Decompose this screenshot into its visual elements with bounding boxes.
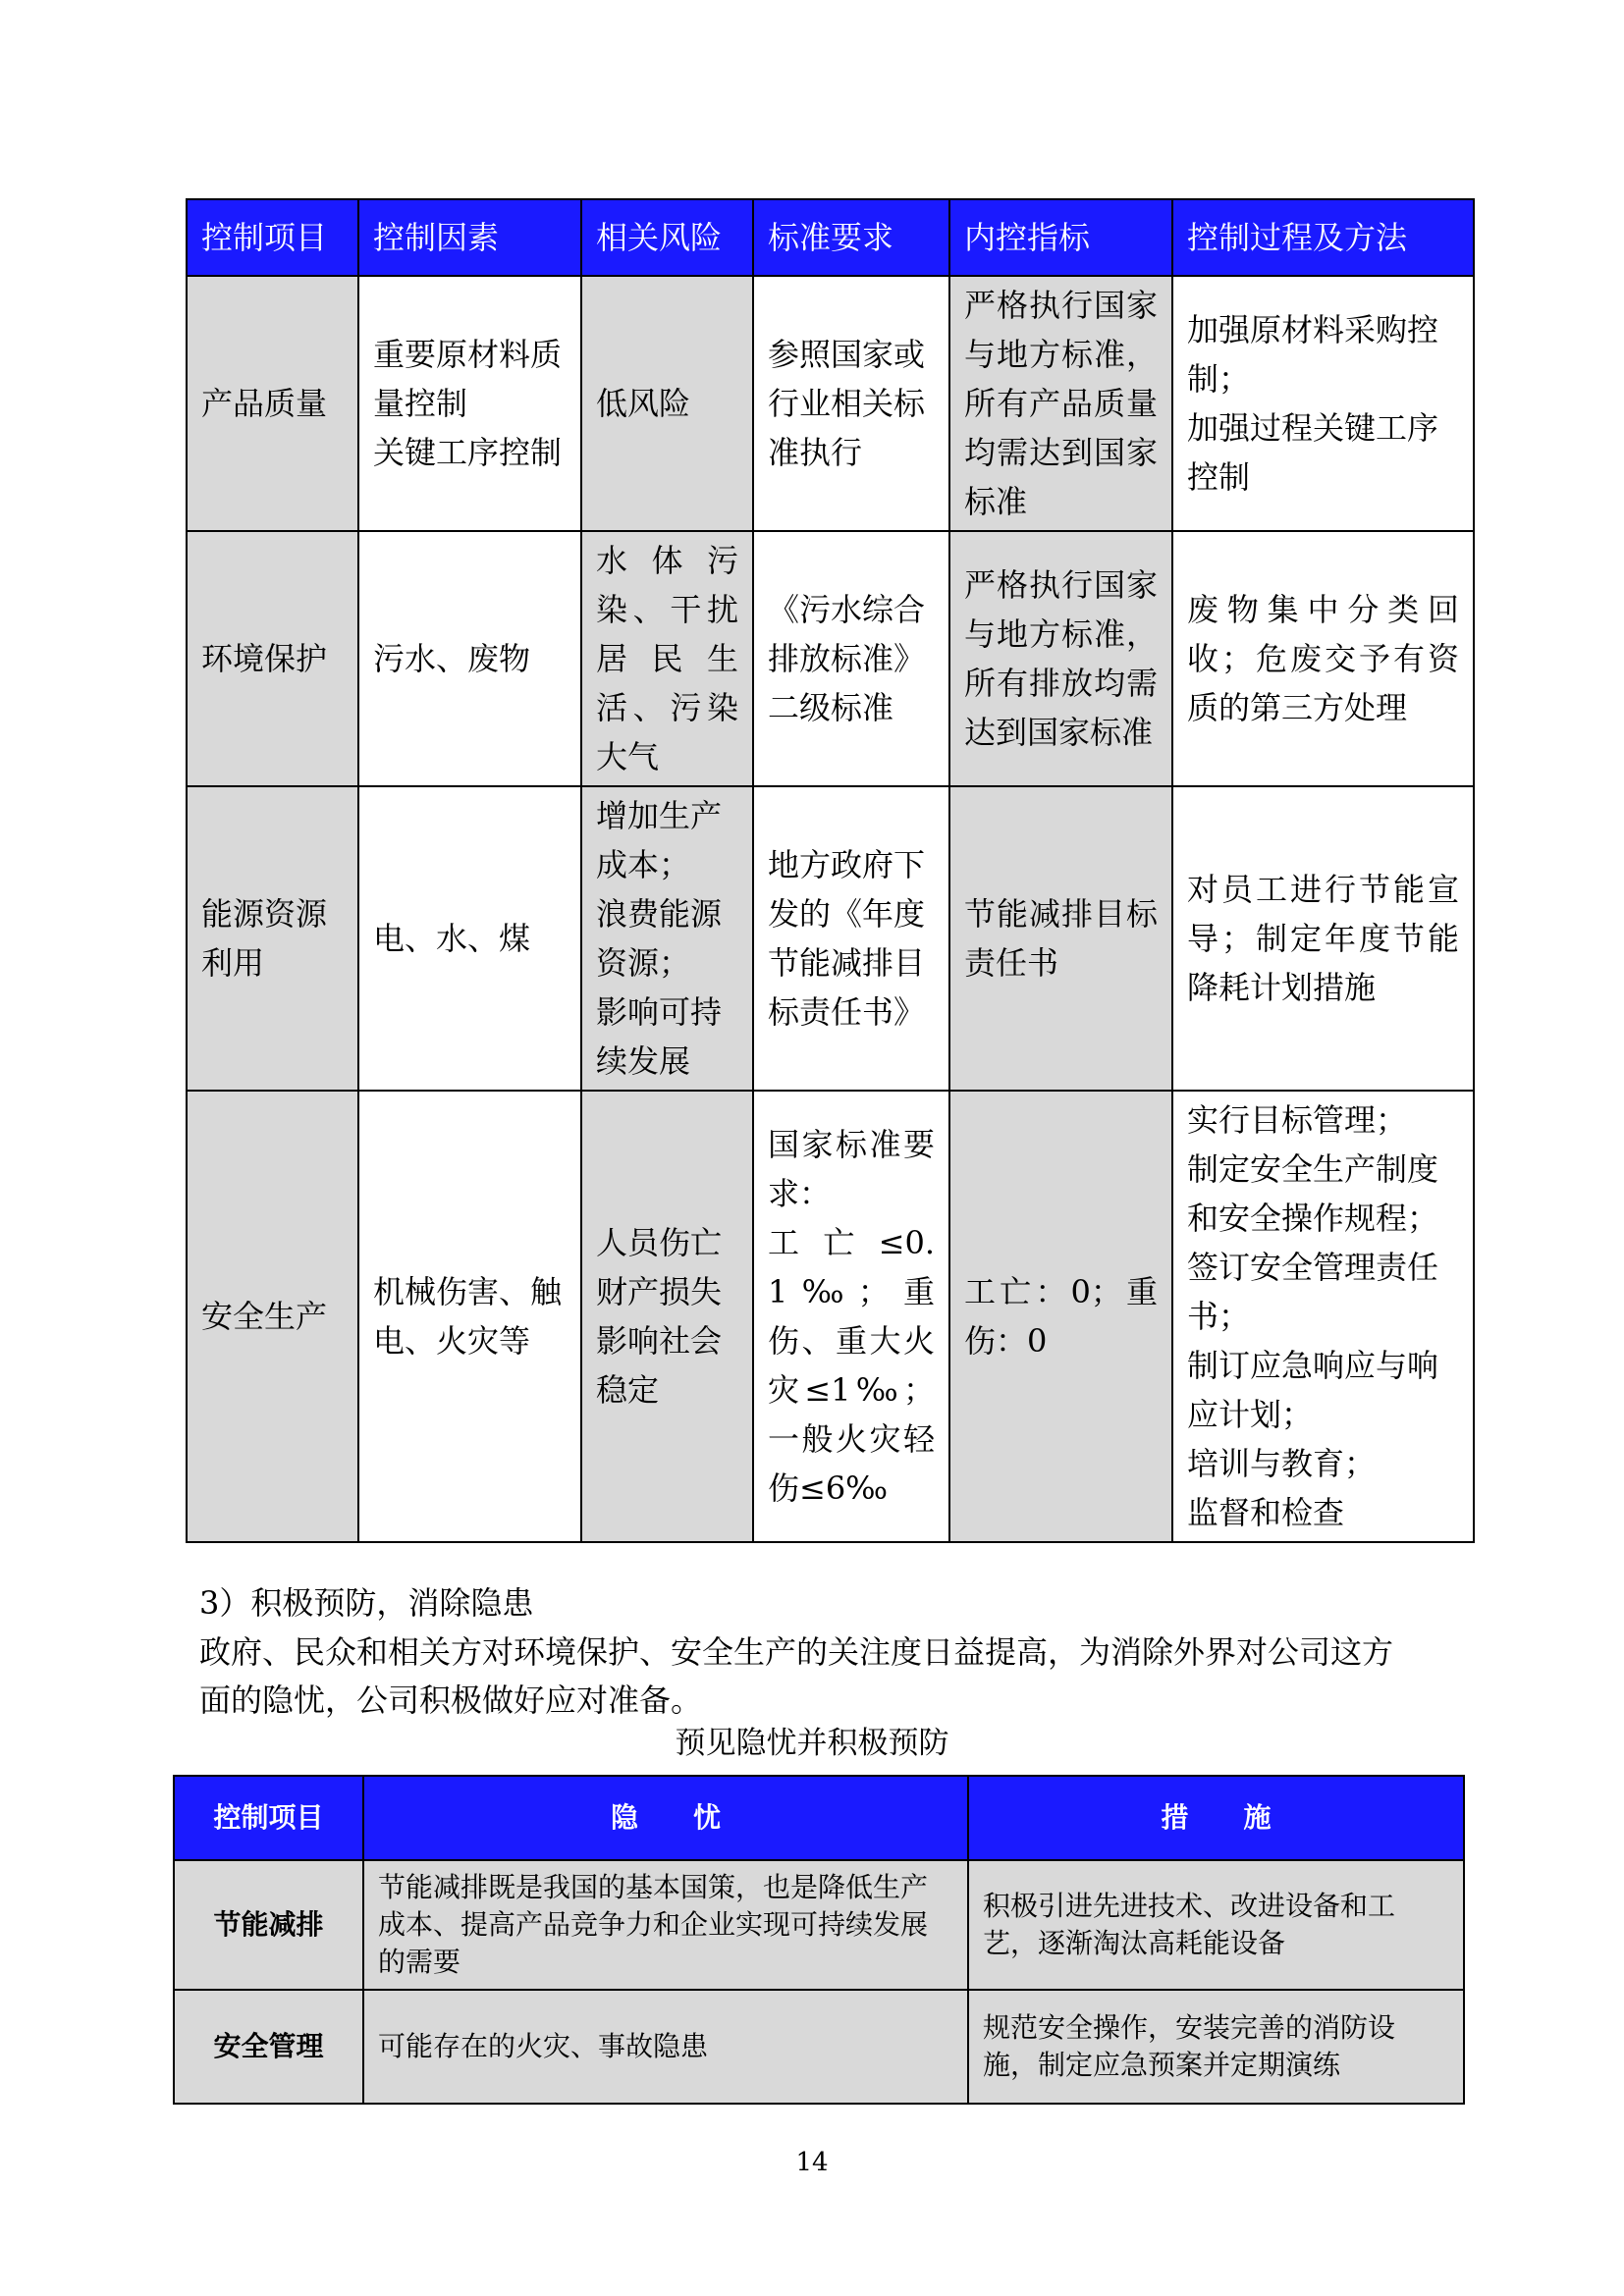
table-row xyxy=(174,1990,1464,2104)
cell-line: 加强原材料采购控制； xyxy=(1187,311,1439,398)
cell-line: 电、水、煤 xyxy=(373,920,531,957)
cell-indicator xyxy=(949,786,1172,1091)
cell-factor xyxy=(358,531,581,786)
cell-measure: 积极引进先进技术、改进设备和工艺，逐渐淘汰高耗能设备 xyxy=(968,1860,1464,1990)
cell-line: 加强过程关键工序控制 xyxy=(1187,409,1439,496)
cell-line: 制订应急响应与响应计划； xyxy=(1187,1347,1439,1433)
cell-line: 参照国家或行业相关标准执行 xyxy=(768,336,926,471)
paragraph-line: 面的隐忧，公司积极做好应对准备。 xyxy=(199,1682,703,1719)
cell-standard xyxy=(753,276,949,531)
header-control-item: 控制项目 xyxy=(187,199,358,276)
cell-line: 机械伤害、触电、火灾等 xyxy=(373,1273,563,1360)
cell-line: 《污水综合排放标准》二级标准 xyxy=(768,591,926,726)
cell-line: 重要原材料质量控制 xyxy=(373,336,563,422)
cell-item: 节能减排 xyxy=(174,1860,363,1990)
cell-risk xyxy=(581,531,753,786)
cell-line: 严格执行国家与地方标准，所有排放均需达到国家标准 xyxy=(964,566,1158,751)
cell-indicator xyxy=(949,1091,1172,1542)
risk-prevention-table xyxy=(173,1775,1465,2105)
cell-line: 实行目标管理； xyxy=(1187,1101,1408,1139)
cell-risk xyxy=(581,786,753,1091)
cell-factor xyxy=(358,276,581,531)
header-internal-indicator: 内控指标 xyxy=(949,199,1172,276)
cell-line: 监督和检查 xyxy=(1187,1494,1345,1531)
table-caption: 预见隐忧并积极预防 xyxy=(675,1726,949,1761)
table-row xyxy=(174,1860,1464,1990)
cell-line: 低风险 xyxy=(596,385,691,422)
cell-line: 严格执行国家与地方标准，所有产品质量均需达到国家标准 xyxy=(964,287,1158,520)
cell-line: 财产损失 xyxy=(596,1273,723,1310)
cell-line: 国家标准要求： xyxy=(768,1126,935,1212)
cell-line: 影响可持续发展 xyxy=(596,993,723,1080)
cell-method xyxy=(1172,1091,1474,1542)
cell-concern: 节能减排既是我国的基本国策，也是降低生产成本、提高产品竞争力和企业实现可持续发展的需要 xyxy=(363,1860,968,1990)
cell-standard xyxy=(753,1091,949,1542)
cell-method xyxy=(1172,276,1474,531)
cell-line: 地方政府下发的《年度节能减排目标责任书》 xyxy=(768,846,926,1031)
cell-factor xyxy=(358,1091,581,1542)
cell-risk xyxy=(581,276,753,531)
cell-concern: 可能存在的火灾、事故隐患 xyxy=(363,1990,968,2104)
cell-measure: 规范安全操作，安装完善的消防设施，制定应急预案并定期演练 xyxy=(968,1990,1464,2104)
cell-item: 能源资源利用 xyxy=(187,786,358,1091)
cell-line: 污水、废物 xyxy=(373,640,531,677)
cell-line: 工亡：0；重伤：0 xyxy=(964,1273,1158,1360)
header-concern: 隐 忧 xyxy=(363,1776,968,1860)
section-heading: 3）积极预防，消除隐患 xyxy=(199,1584,534,1622)
cell-item: 安全管理 xyxy=(174,1990,363,2104)
control-table xyxy=(186,198,1475,1543)
cell-line: 增加生产成本； xyxy=(596,797,723,883)
table-row xyxy=(187,276,1474,531)
control-table-header-row xyxy=(187,199,1474,276)
table-row xyxy=(187,531,1474,786)
cell-risk xyxy=(581,1091,753,1542)
table-row xyxy=(187,786,1474,1091)
cell-line: 节能减排目标责任书 xyxy=(964,895,1158,982)
cell-method xyxy=(1172,531,1474,786)
cell-line: 废物集中分类回收；危废交予有资质的第三方处理 xyxy=(1187,591,1459,726)
cell-line: 水体污染、干扰居民生活、污染大气 xyxy=(596,542,738,775)
cell-line: 浪费能源资源； xyxy=(596,895,723,982)
cell-line: 培训与教育； xyxy=(1187,1445,1377,1482)
risk-table-header-row xyxy=(174,1776,1464,1860)
cell-line: 工亡≤0.1‰；重伤、重大火灾≤1‰；一般火灾轻伤≤6‰ xyxy=(768,1224,935,1507)
cell-line: 制定安全生产制度和安全操作规程； xyxy=(1187,1150,1439,1237)
cell-standard xyxy=(753,531,949,786)
table-row xyxy=(187,1091,1474,1542)
cell-indicator xyxy=(949,276,1172,531)
cell-line: 人员伤亡 xyxy=(596,1224,723,1261)
page-number: 14 xyxy=(795,2148,829,2177)
cell-item: 安全生产 xyxy=(187,1091,358,1542)
paragraph-line: 政府、民众和相关方对环境保护、安全生产的关注度日益提高，为消除外界对公司这方 xyxy=(199,1633,1394,1671)
cell-item: 产品质量 xyxy=(187,276,358,531)
cell-item: 环境保护 xyxy=(187,531,358,786)
header-standard-requirement: 标准要求 xyxy=(753,199,949,276)
cell-indicator xyxy=(949,531,1172,786)
cell-line: 影响社会稳定 xyxy=(596,1322,723,1409)
header-control-factor: 控制因素 xyxy=(358,199,581,276)
cell-method xyxy=(1172,786,1474,1091)
header-process-method: 控制过程及方法 xyxy=(1172,199,1474,276)
cell-line: 对员工进行节能宣导；制定年度节能降耗计划措施 xyxy=(1187,871,1459,1006)
header-related-risk: 相关风险 xyxy=(581,199,753,276)
cell-factor xyxy=(358,786,581,1091)
cell-line: 关键工序控制 xyxy=(373,434,563,471)
cell-line: 签订安全管理责任书； xyxy=(1187,1249,1439,1335)
header-measure: 措 施 xyxy=(968,1776,1464,1860)
cell-standard xyxy=(753,786,949,1091)
header-control-item: 控制项目 xyxy=(174,1776,363,1860)
